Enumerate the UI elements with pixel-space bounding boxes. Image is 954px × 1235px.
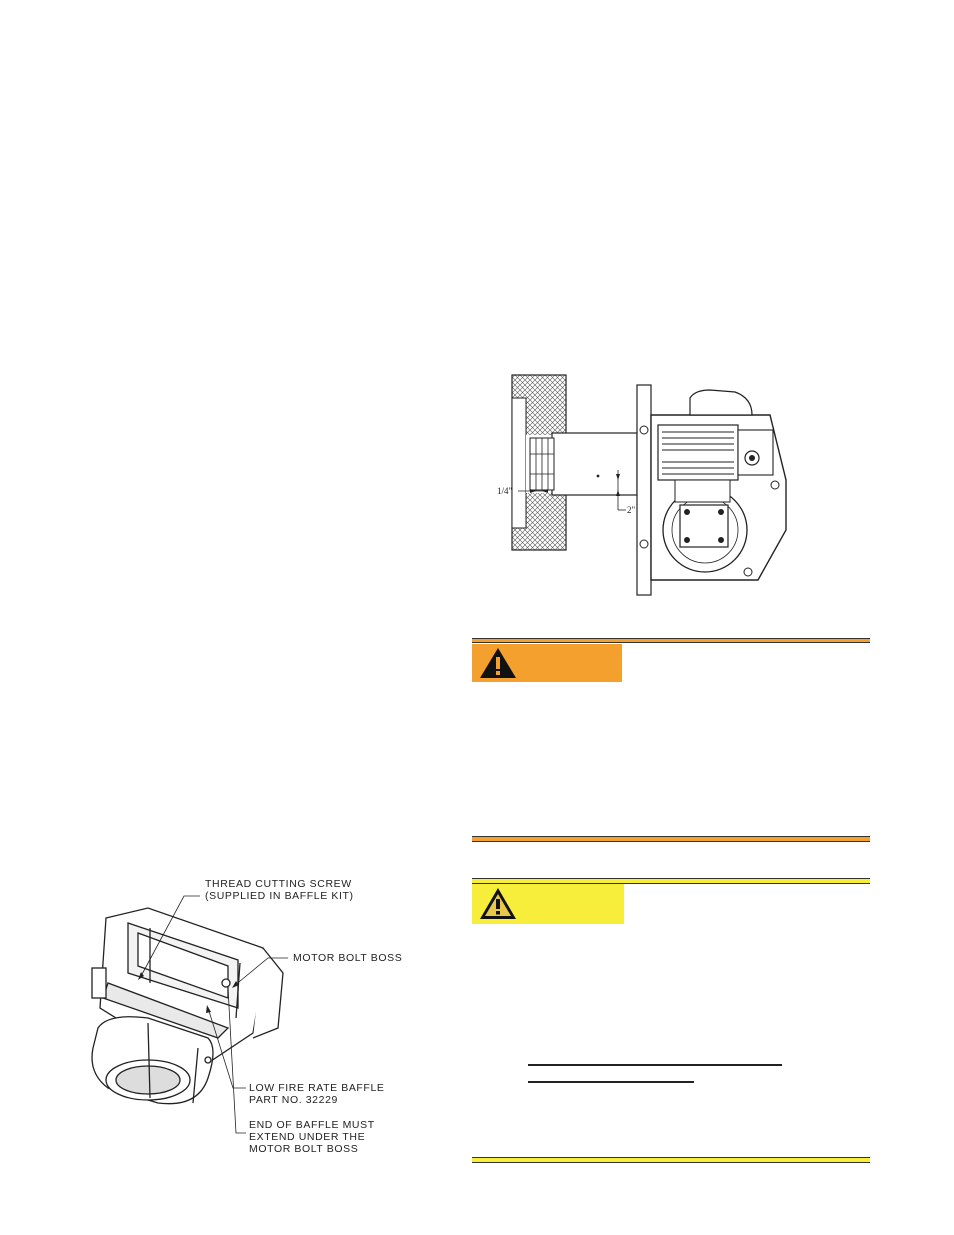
callout-end-of-baffle-3: MOTOR BOLT BOSS (249, 1143, 359, 1155)
callout-end-of-baffle-1: END OF BAFFLE MUST (249, 1119, 375, 1131)
callout-motor-bolt-boss: MOTOR BOLT BOSS (293, 952, 403, 964)
baffle-installation-figure (88, 888, 293, 1148)
callout-thread-cutting-screw-2: (SUPPLIED IN BAFFLE KIT) (205, 890, 354, 902)
dimension-offset-label: 2" (627, 505, 636, 515)
warning-bottom-rule (472, 836, 870, 842)
exclamation-triangle-icon (478, 646, 518, 680)
caution-underline-2 (528, 1081, 694, 1083)
burner-housing (651, 390, 786, 580)
callout-end-of-baffle-2: EXTEND UNDER THE (249, 1131, 366, 1143)
air-tube (530, 433, 637, 495)
caution-bottom-rule (472, 1157, 870, 1163)
caution-badge (472, 884, 624, 924)
mounting-flange (637, 385, 651, 595)
caution-underline-1 (528, 1064, 782, 1066)
warning-top-rule (472, 638, 870, 643)
burner-housing-isometric (92, 908, 283, 1104)
burner-mounting-figure (490, 370, 800, 600)
callout-thread-cutting-screw-1: THREAD CUTTING SCREW (205, 878, 352, 890)
dimension-inset-label: 1/4" (497, 486, 513, 496)
warning-badge (472, 644, 622, 682)
callout-low-fire-rate-baffle-2: PART NO. 32229 (249, 1094, 338, 1106)
callout-low-fire-rate-baffle-1: LOW FIRE RATE BAFFLE (249, 1082, 385, 1094)
exclamation-triangle-icon (478, 886, 518, 922)
